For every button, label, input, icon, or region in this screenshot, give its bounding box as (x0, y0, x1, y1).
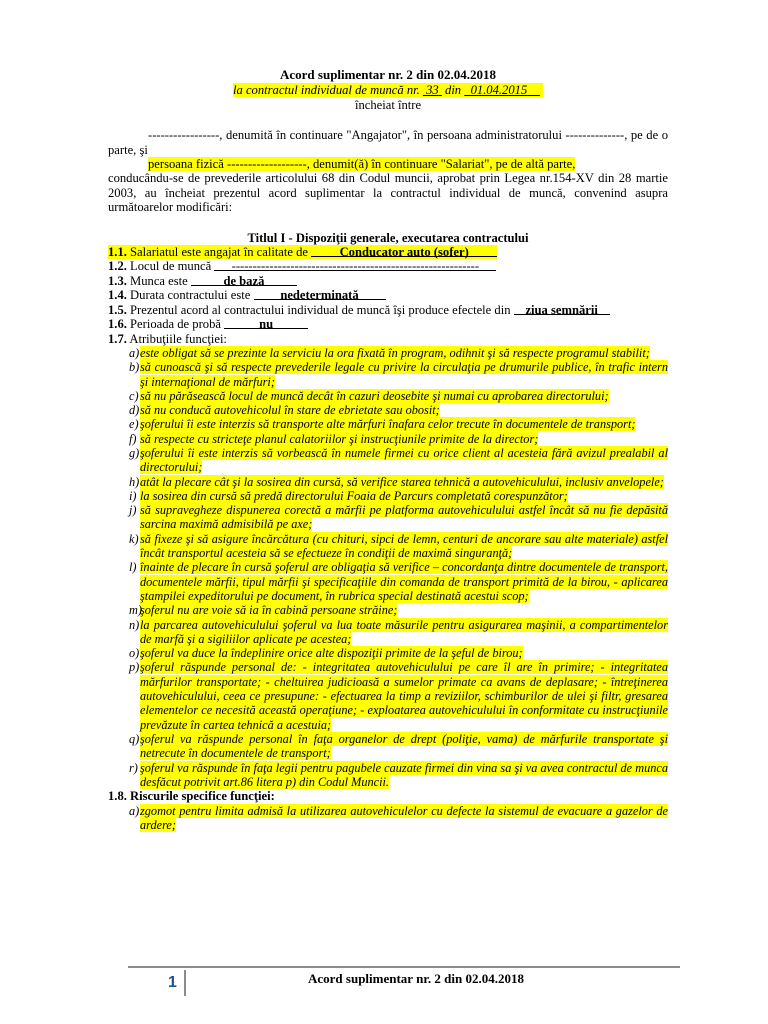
list-item (110, 432, 668, 446)
list-item (110, 532, 668, 561)
item-text: şoferului îi este interzis să transporte alte mărfuri înafara celor trecute în documentele de transport; (140, 417, 636, 432)
footer-text: Acord suplimentar nr. 2 din 02.04.2018 (308, 971, 524, 986)
clause-1-4 (108, 288, 668, 302)
item-label: g) (129, 445, 140, 460)
item-text: şoferul răspunde personal de: - integritatea autovehiculului pe care îl are în primire; - integritatea mărfurilor transportate; - cheltuirea judicioasă a sumelor primate ca avans de deplasare; - întreţinerea autovehiculului, ceea ce presupune: - efectuarea la timp a reviziilor, schimburilor de ulei şi filtr, gresarea elementelor ce necesită această operaţiune; - exploatarea autovehiculului în conformitate cu instrucţiunile prevăzute în cartea tehnică a acestuia; (140, 660, 668, 732)
page-number: 1 (168, 974, 177, 991)
clause-1-3 (108, 274, 668, 288)
item-text: să nu părăsească locul de muncă decât în cazuri deosebite şi numai cu aprobarea directorului; (140, 388, 609, 403)
clause-number: 1.8. (108, 789, 127, 804)
clause-1-7 (108, 332, 668, 346)
document-title: Acord suplimentar nr. 2 din 02.04.2018 (280, 67, 496, 82)
list-item (110, 503, 668, 532)
item-label: l) (129, 560, 137, 575)
clause-text: Salariatul este angajat în calitate de (130, 245, 309, 260)
clause-number: 1.7. (108, 331, 127, 346)
list-item (110, 389, 668, 403)
item-text: şoferul va duce la îndeplinire orice alte dispoziţii primite de la şeful de birou; (140, 646, 523, 661)
document-page (108, 68, 668, 832)
item-label: q) (129, 731, 140, 746)
duration-value: nedeterminată (254, 288, 386, 300)
footer-divider (184, 970, 186, 996)
clause-text: Locul de muncă (130, 259, 212, 274)
clause-text: Atribuţiile funcţiei: (129, 331, 227, 346)
clause-text: Prezentul acord al contractului individual de muncă îşi produce efectele din (130, 302, 511, 317)
item-label: r) (129, 760, 138, 775)
employee-paragraph (108, 157, 668, 171)
clause-text: Munca este (130, 273, 188, 288)
page-footer (128, 966, 680, 1008)
clause-number: 1.6. (108, 317, 127, 332)
item-label: i) (129, 488, 137, 503)
list-item (110, 646, 668, 660)
item-label: o) (129, 646, 140, 661)
item-text: să fixeze şi să asigure încărcătura (cu chituri, sipci de lemn, centuri de ancorare sau alte materiale) astfel încât transportul acesteia să se efectueze în condiţii de maximă singuranţă; (140, 531, 668, 561)
risks-list (108, 804, 668, 833)
list-item (110, 761, 668, 790)
clause-number: 1.5. (108, 302, 127, 317)
list-item (110, 417, 668, 431)
item-label: f) (129, 431, 137, 446)
list-item (110, 603, 668, 617)
item-label: n) (129, 617, 140, 632)
clause-text: Durata contractului este (130, 288, 251, 303)
clause-number: 1.3. (108, 273, 127, 288)
item-text: să cunoască şi să respecte prevederile legale cu privire la circulaţia pe drumurile publice, în trafic intern şi internaţional de mărfuri; (140, 360, 668, 389)
workplace-value: ----------------------------------------------------------- (214, 259, 496, 271)
duties-list (108, 346, 668, 789)
clause-number: 1.2. (108, 259, 127, 274)
concluded-between: încheiat între (354, 97, 422, 112)
item-text: să respecte cu stricteţe planul calatoriilor şi instrucţiunile primite de la director; (140, 431, 539, 446)
item-text: la parcarea autovehiculului şoferul va lua toate măsurile pentru asigurarea maşinii, a compartimentelor de marfă şi a sigiliilor aplicate pe acestea; (140, 617, 668, 646)
employer-paragraph: -----------------, denumită în continuare "Angajator", în persoana administratorului --------------, pe de o parte, şi (108, 128, 668, 157)
clause-1-8 (108, 789, 668, 803)
subtitle-mid: din (445, 83, 462, 98)
clause-1-5 (108, 303, 668, 317)
item-text: şoferul va răspunde personal în faţa organelor de drept (poliţie, vama) de mărfurile transportate şi netrecute în documentele de transport; (140, 731, 668, 761)
item-label: j) (129, 503, 137, 518)
list-item (110, 489, 668, 503)
clause-text: Perioada de probă (130, 317, 221, 332)
list-item (110, 618, 668, 647)
item-text: înainte de plecare în cursă şoferul are obligaţia să verifice – concordanţa dintre documentele de transport, documentele mărfii, tipul mărfii şi specificaţiile din comanda de transport primită de la birou, - aplicarea ştampilei expeditorului pe document, în rubrica special destinată acestui scop; (140, 560, 668, 603)
item-text: şoferului îi este interzis să vorbească în numele firmei cu orice client al acesteia fără avizul prealabil al directorului; (140, 445, 668, 475)
item-label: m) (129, 603, 142, 618)
list-item (110, 446, 668, 475)
employee-text: persoana fizică -------------------, denumit(ă) în continuare "Salariat", pe de altă parte, (148, 157, 576, 172)
item-label: k) (129, 531, 139, 546)
list-item (110, 804, 668, 833)
contract-number: 33 (426, 83, 439, 98)
item-label: h) (129, 474, 140, 489)
contract-date: 01.04.2015 (470, 83, 528, 98)
item-text: să nu conducă autovehicolul în stare de ebrietate sau obosit; (140, 403, 440, 418)
list-item (110, 475, 668, 489)
section-title: Titlul I - Dispoziţii generale, executarea contractului (247, 230, 529, 245)
item-label: d) (129, 403, 140, 418)
item-label: c) (129, 388, 139, 403)
list-item (110, 732, 668, 761)
list-item (110, 360, 668, 389)
list-item (110, 660, 668, 731)
item-label: a) (129, 345, 140, 360)
clause-1-1 (108, 245, 668, 259)
list-item (110, 346, 668, 360)
subtitle-prefix: la contractul individual de muncă nr. (233, 83, 420, 98)
risks-title: Riscurile specifice funcţiei: (130, 789, 275, 804)
item-text: să supravegheze dispunerea corectă a mărfii pe platforma autovehiculului astfel încât să nu fie depăsită sarcina maximă admisibilă pe axe; (140, 503, 668, 532)
item-text: şoferul nu are voie să ia în cabină persoane străine; (140, 603, 398, 618)
list-item (110, 403, 668, 417)
item-label: a) (129, 803, 140, 818)
item-text: şoferul va răspunde în faţa legii pentru pagubele cauzate firmei din vina sa şi va avea contractul de munca desfăcut potrivit art.86 litera p) din Codul Muncii. (140, 760, 668, 789)
item-label: p) (129, 660, 140, 675)
document-subtitle (108, 83, 668, 97)
item-label: e) (129, 417, 139, 432)
item-text: la sosirea din cursă să predă directorului Foaia de Parcurs completată corespunzător; (140, 488, 568, 503)
clause-1-2 (108, 259, 668, 273)
item-text: zgomot pentru limita admisă la utilizarea autovehiculelor cu defecte la sistemul de evacuare a gazelor de ardere; (140, 803, 668, 832)
clause-number: 1.4. (108, 288, 127, 303)
list-item (110, 560, 668, 603)
item-text: atât la plecare cât şi la sosirea din cursă, să verifice starea tehnică a autovehiculului, inclusiv anvelopele; (140, 474, 664, 489)
effective-date-value: ziua semnării (514, 303, 610, 315)
probation-value: nu (224, 317, 308, 329)
job-title-value: Conducator auto (sofer) (311, 245, 497, 257)
clause-1-6 (108, 317, 668, 331)
work-type-value: de bază (191, 274, 297, 286)
item-text: este obligat să se prezinte la serviciu la ora fixată în program, odihnit şi să respecte programul stabilit; (140, 345, 650, 360)
legal-basis-paragraph: conducându-se de prevederile articolului 68 din Codul muncii, aprobat prin Legea nr.154-XV din 28 martie 2003, au încheiat prezentul acord suplimentar la contractul individual de muncă, convenind asupra următoarelor modificări: (108, 171, 668, 215)
clause-number: 1.1. (108, 245, 127, 260)
item-label: b) (129, 360, 140, 375)
